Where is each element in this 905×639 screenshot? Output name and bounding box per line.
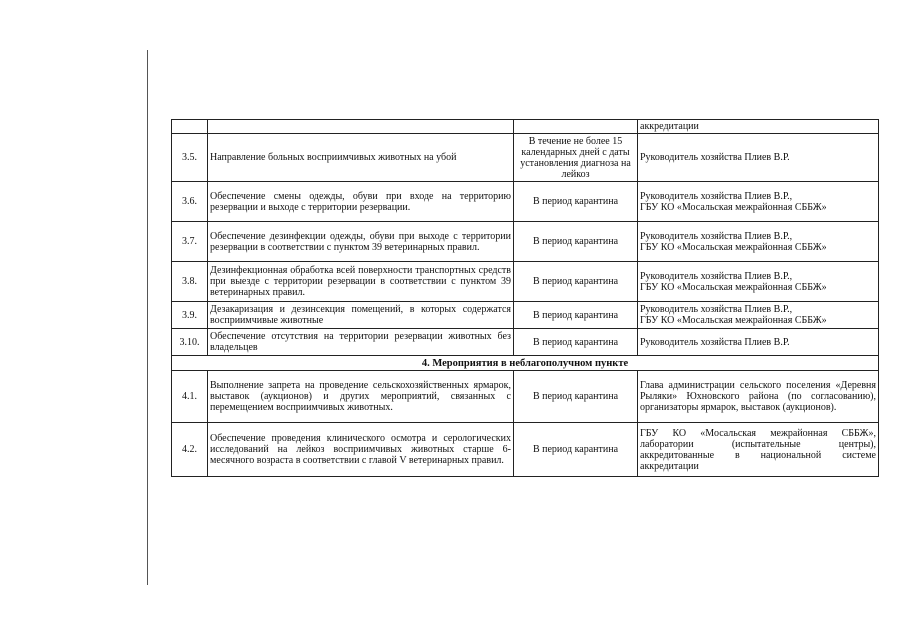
row-responsible (638, 329, 879, 356)
table-row (172, 262, 879, 302)
row-action: Обеспечение отсутствия на территории резервации животных без владельцев (208, 329, 514, 356)
row-responsible: ГБУ КО «Мосальская межрайонная СББЖ», лаборатории (испытательные центры), аккредитованные в национальной системе аккредитации (638, 423, 879, 477)
responsible-line: Руководитель хозяйства Плиев В.Р., (640, 304, 793, 315)
row-number: 3.9. (172, 302, 208, 329)
row-number: 4.1. (172, 371, 208, 423)
table-row (172, 222, 879, 262)
responsible-line: ГБУ КО «Мосальская межрайонная СББЖ» (640, 241, 827, 253)
table-row (172, 134, 879, 182)
row-term: В период карантина (514, 329, 638, 356)
row-action: Обеспечение дезинфекции одежды, обуви при выходе с территории резервации в соответствии с пунктом 39 ветеринарных правил. (208, 222, 514, 262)
responsible-line: Руководитель хозяйства Плиев В.Р., (640, 190, 793, 202)
measures-table (171, 119, 879, 477)
cell-num (172, 120, 208, 134)
row-term: В период карантина (514, 371, 638, 423)
cell-action (208, 120, 514, 134)
row-responsible (638, 262, 879, 302)
row-action: Обеспечение проведения клинического осмотра и серологических исследований на лейкоз восприимчивых животных старше 6-месячного возраста в соответствии с главой V ветеринарных правил. (208, 423, 514, 477)
row-term: В период карантина (514, 262, 638, 302)
table-row (172, 423, 879, 477)
responsible-line: ГБУ КО «Мосальская межрайонная СББЖ» (640, 315, 827, 326)
row-action: Обеспечение смены одежды, обуви при входе на территорию резервации и выходе с территории резервации. (208, 182, 514, 222)
cell-responsible: аккредитации (638, 120, 879, 134)
row-action: Направление больных восприимчивых животных на убой (208, 134, 514, 182)
table-row (172, 329, 879, 356)
responsible-line: ГБУ КО «Мосальская межрайонная СББЖ» (640, 281, 827, 293)
row-number: 3.6. (172, 182, 208, 222)
row-number: 3.7. (172, 222, 208, 262)
responsible-line: Руководитель хозяйства Плиев В.Р., (640, 270, 793, 282)
responsible-line: Руководитель хозяйства Плиев В.Р. (640, 152, 790, 163)
row-term: В период карантина (514, 182, 638, 222)
row-number: 3.8. (172, 262, 208, 302)
table-row (172, 371, 879, 423)
page-margin-line (147, 50, 148, 585)
row-responsible (638, 302, 879, 329)
section-title: 4. Мероприятия в неблагополучном пункте (172, 356, 879, 371)
row-term: В период карантина (514, 302, 638, 329)
row-action: Выполнение запрета на проведение сельскохозяйственных ярмарок, выставок (аукционов) и других мероприятий, связанных с перемещением восприимчивых животных. (208, 371, 514, 423)
row-number: 3.10. (172, 329, 208, 356)
row-number: 3.5. (172, 134, 208, 182)
responsible-line: Руководитель хозяйства Плиев В.Р. (640, 336, 790, 348)
continuation-row (172, 120, 879, 134)
responsible-line: ГБУ КО «Мосальская межрайонная СББЖ» (640, 201, 827, 213)
row-action: Дезакаризация и дезинсекция помещений, в которых содержатся восприимчивые животные (208, 302, 514, 329)
responsible-line: Руководитель хозяйства Плиев В.Р., (640, 230, 793, 242)
table-row (172, 182, 879, 222)
row-term: В период карантина (514, 423, 638, 477)
row-responsible (638, 222, 879, 262)
row-number: 4.2. (172, 423, 208, 477)
table-row (172, 302, 879, 329)
row-responsible (638, 134, 879, 182)
row-responsible: Глава администрации сельского поселения «Деревня Рыляки» Юхновского района (по согласованию), организаторы ярмарок, выставок (аукционов). (638, 371, 879, 423)
row-term: В течение не более 15 календарных дней с даты установления диагноза на лейкоз (514, 134, 638, 182)
row-term: В период карантина (514, 222, 638, 262)
cell-term (514, 120, 638, 134)
row-action: Дезинфекционная обработка всей поверхности транспортных средств при выезде с территории резервации в соответствии с пунктом 39 ветеринарных правил. (208, 262, 514, 302)
section-header-row (172, 356, 879, 371)
row-responsible (638, 182, 879, 222)
